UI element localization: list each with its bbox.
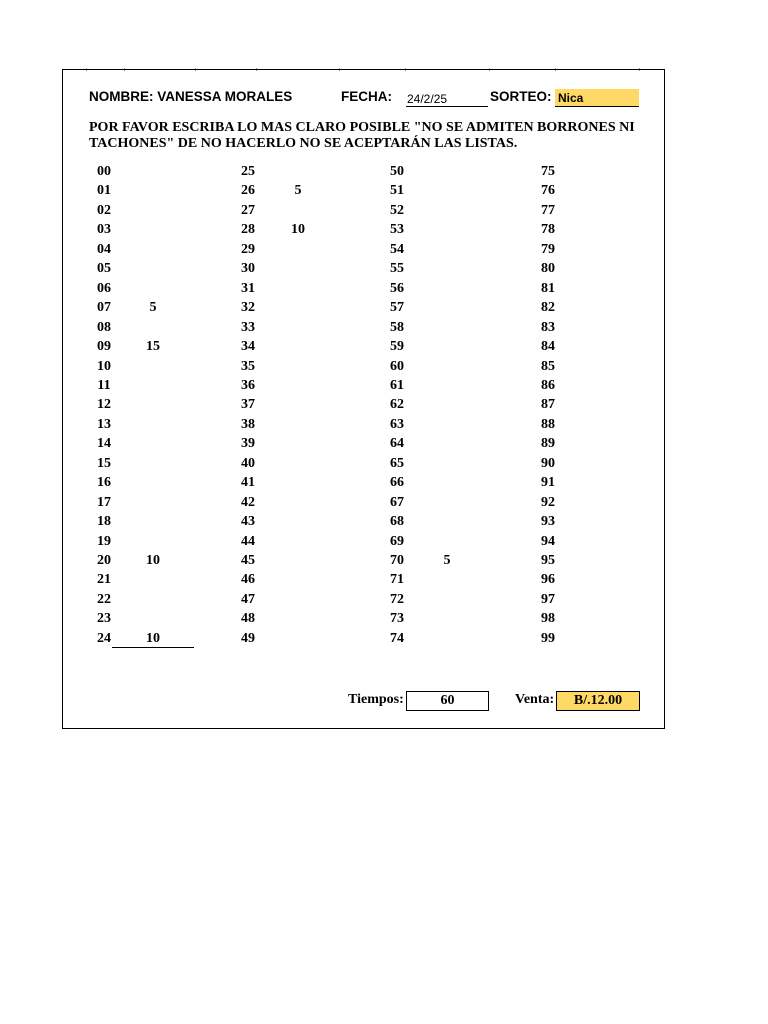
number-cell: 83 [541,320,555,335]
number-cell: 97 [541,592,555,607]
number-cell: 25 [241,164,255,179]
number-cell: 11 [97,378,111,393]
number-cell: 84 [541,339,555,354]
number-cell: 96 [541,572,555,587]
number-cell: 31 [241,281,255,296]
amount-cell[interactable]: 5 [149,300,157,315]
number-cell: 85 [541,359,555,374]
amount-cell[interactable]: 10 [146,631,160,646]
number-cell: 92 [541,495,555,510]
number-cell: 91 [541,475,555,490]
venta-label: Venta: [515,692,555,707]
number-cell: 93 [541,514,555,529]
number-cell: 88 [541,417,555,432]
nombre-label: NOMBRE: VANESSA MORALES [89,89,293,104]
number-cell: 53 [390,222,404,237]
number-cell: 86 [541,378,555,393]
amount-cell[interactable]: 5 [443,553,451,568]
number-cell: 94 [541,534,555,549]
number-cell: 18 [97,514,111,529]
venta-field[interactable]: B/.12.00 [556,691,640,711]
number-cell: 65 [390,456,404,471]
number-cell: 99 [541,631,555,646]
number-cell: 78 [541,222,555,237]
number-cell: 81 [541,281,555,296]
number-cell: 05 [97,261,111,276]
number-cell: 16 [97,475,111,490]
number-cell: 07 [97,300,111,315]
number-cell: 33 [241,320,255,335]
number-cell: 89 [541,436,555,451]
number-cell: 00 [97,164,111,179]
number-cell: 69 [390,534,404,549]
number-cell: 23 [97,611,111,626]
number-cell: 04 [97,242,111,257]
sorteo-label: SORTEO: [490,89,552,104]
number-cell: 10 [97,359,111,374]
number-cell: 38 [241,417,255,432]
number-cell: 37 [241,397,255,412]
row-24-underline [112,647,194,648]
number-cell: 44 [241,534,255,549]
number-cell: 28 [241,222,255,237]
number-cell: 54 [390,242,404,257]
amount-cell[interactable]: 5 [294,183,302,198]
number-cell: 02 [97,203,111,218]
number-cell: 03 [97,222,111,237]
number-cell: 60 [390,359,404,374]
number-cell: 50 [390,164,404,179]
number-cell: 70 [390,553,404,568]
number-cell: 73 [390,611,404,626]
number-cell: 08 [97,320,111,335]
number-cell: 48 [241,611,255,626]
number-cell: 51 [390,183,404,198]
number-cell: 77 [541,203,555,218]
number-cell: 63 [390,417,404,432]
number-cell: 09 [97,339,111,354]
number-cell: 68 [390,514,404,529]
number-cell: 71 [390,572,404,587]
number-cell: 13 [97,417,111,432]
number-cell: 46 [241,572,255,587]
tiempos-label: Tiempos: [348,692,404,707]
number-cell: 22 [97,592,111,607]
number-cell: 43 [241,514,255,529]
number-cell: 47 [241,592,255,607]
number-cell: 35 [241,359,255,374]
number-cell: 75 [541,164,555,179]
number-cell: 26 [241,183,255,198]
number-cell: 49 [241,631,255,646]
fecha-label: FECHA: [341,89,392,104]
number-cell: 34 [241,339,255,354]
number-cell: 17 [97,495,111,510]
number-cell: 06 [97,281,111,296]
number-cell: 61 [390,378,404,393]
amount-cell[interactable]: 15 [146,339,160,354]
number-cell: 76 [541,183,555,198]
number-cell: 29 [241,242,255,257]
tiempos-field[interactable]: 60 [406,691,489,711]
number-cell: 57 [390,300,404,315]
number-cell: 74 [390,631,404,646]
number-cell: 32 [241,300,255,315]
number-cell: 58 [390,320,404,335]
number-cell: 87 [541,397,555,412]
number-cell: 52 [390,203,404,218]
number-cell: 56 [390,281,404,296]
number-cell: 66 [390,475,404,490]
number-cell: 42 [241,495,255,510]
number-cell: 55 [390,261,404,276]
number-cell: 30 [241,261,255,276]
form-sheet [62,69,665,729]
number-cell: 41 [241,475,255,490]
number-cell: 67 [390,495,404,510]
number-cell: 14 [97,436,111,451]
fecha-field[interactable]: 24/2/25 [406,90,488,107]
number-cell: 27 [241,203,255,218]
number-cell: 64 [390,436,404,451]
number-cell: 01 [97,183,111,198]
number-cell: 40 [241,456,255,471]
number-cell: 95 [541,553,555,568]
number-cell: 62 [390,397,404,412]
number-cell: 45 [241,553,255,568]
number-cell: 19 [97,534,111,549]
number-cell: 36 [241,378,255,393]
number-cell: 72 [390,592,404,607]
number-cell: 21 [97,572,111,587]
number-cell: 90 [541,456,555,471]
number-cell: 15 [97,456,111,471]
number-cell: 12 [97,397,111,412]
notice-text: POR FAVOR ESCRIBA LO MAS CLARO POSIBLE "NO SE ADMITEN BORRONES NI TACHONES" DE NO HACERLO NO SE ACEPTARÁN LAS LISTAS. [89,120,635,151]
number-cell: 79 [541,242,555,257]
number-cell: 24 [97,631,111,646]
sorteo-field[interactable]: Nica [555,89,639,107]
amount-cell[interactable]: 10 [291,222,305,237]
number-cell: 80 [541,261,555,276]
number-cell: 98 [541,611,555,626]
number-cell: 20 [97,553,111,568]
number-cell: 39 [241,436,255,451]
number-cell: 82 [541,300,555,315]
number-cell: 59 [390,339,404,354]
amount-cell[interactable]: 10 [146,553,160,568]
